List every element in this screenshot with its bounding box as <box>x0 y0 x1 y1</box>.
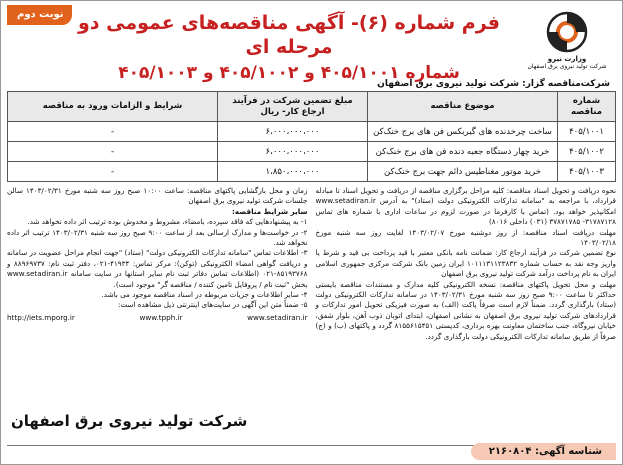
tender-number: ۴۰۵/۱۰۰۳ <box>558 162 616 182</box>
tender-number: ۴۰۵/۱۰۰۱ <box>558 122 616 142</box>
table-row <box>8 122 616 142</box>
tender-conditions: - <box>8 162 218 182</box>
websites-line <box>7 313 308 323</box>
tender-subject: خرید موتور مغناطیس دائم جهت برج خنک‌کن <box>368 162 558 182</box>
condition-item: ۱- به پیشنهادهایی که فاقد سپرده، بامضاء، مشروط و مخدوش بوده ترتیب اثر داده نخواهد شد. <box>27 217 308 227</box>
website-link[interactable]: http://iets.mporg.ir <box>7 312 75 322</box>
tender-amount: ۱،۸۵۰،۰۰۰،۰۰۰ <box>218 162 368 182</box>
table-row <box>8 162 616 182</box>
notice-numbers: شماره ۴۰۵/۱۰۰۱ و ۴۰۵/۱۰۰۲ و ۴۰۵/۱۰۰۳ <box>118 63 460 83</box>
tender-number: ۴۰۵/۱۰۰۲ <box>558 142 616 162</box>
opening-time-paragraph: زمان و محل بازگشایی پاکتهای مناقصه: ساعت ۱۰:۰۰ صبح روز سه شنبه مورخ ۱۴۰۳/۰۲/۳۱ سالن جلسات شرکت تولید نیروی برق اصفهان <box>7 186 308 206</box>
submission-paragraph: مهلت و محل تحویل پاکتهای مناقصه: نسخه الکترونیکی کلیه مدارک و مستندات مناقصه بایستی حداکثر تا ساعت ۹:۰۰ صبح روز سه شنبه مورخ ۱۴۰۳/۰۲/۳۱ در سامانه تدارکات الکترونیکی دولت (ستاد) بارگذاری گردد. ضمناً لازم است صرفاً پاکت (الف) به صورت فیزیکی تحویل امور تدارکات و قراردادهای شرکت تولید نیروی برق اصفهان به نشانی اصفهان، ابتدای اتوبان ذوب آهن، بلوار شفق، خیابان نیروگاه، جنب ساختمان معاونت بهره برداری، کدپستی ۸۱۵۵۶۱۵۴۵۱ گردد و پاکتهای (ب) و (ج) صرفاً از طریق سامانه تدارکات الکترونیکی دولت بارگذاری گردد. <box>315 279 616 341</box>
tender-conditions: - <box>8 122 218 142</box>
document-deadline-paragraph: مهلت دریافت اسناد مناقصه: از روز دوشنبه مورخ ۱۴۰۳/۰۲/۰۷ لغایت روز سه شنبه مورخ ۱۴۰۳/۰۲/۱۸ <box>315 227 616 248</box>
power-logo-icon <box>546 11 588 53</box>
header-subject: موضوع مناقصه <box>368 92 558 122</box>
company-label: شرکت تولید نیروی برق اصفهان <box>527 63 607 70</box>
condition-item: ۴- سایر اطلاعات و جزیات مربوطه در اسناد مناقصه موجود می باشد. <box>101 290 308 300</box>
notice-title: فرم شماره (۶)- آگهی مناقصه‌های عمومی دو مرحله ای <box>77 12 500 58</box>
tender-subject: خرید چهار دستگاه جعبه دنده فن های برج خنک‌کن <box>368 142 558 162</box>
notice-header <box>7 5 616 91</box>
header-conditions: شرایط و الزامات ورود به مناقصه <box>8 92 218 122</box>
round-badge: نوبت دوم <box>7 5 72 25</box>
condition-item: ۳- اطلاعات تماس "سامانه تدارکات الکترونیکی دولت" (ستاد) "جهت انجام مراحل عضویت در سامانه و دریافت گواهی امضاء الکترونیکی (توکن): مرکز تماس: ۴۱۹۳۴-۰۲۱، دفتر ثبت نام: ۸۸۹۶۹۷۳۷ و ۸۵۱۹۳۷۶۸-۰۲۱ (اطلاعات تماس دفاتر ثبت نام سایر استانها در سایت سامانه www.setadiran.ir بخش "ثبت نام / پروفایل تامین کننده / مناقصه گر" موجود است). <box>7 248 308 289</box>
delivery-method-paragraph: نحوه دریافت و تحویل اسناد مناقصه: کلیه مراحل برگزاری مناقصه از دریافت و تحویل اسناد تا مبادله قرارداد، با مراجعه به "سامانه تدارکات الکترونیکی دولت (ستاد)" به آدرس www.setadiran.ir امکانپذیر خواهد بود. (تماس با کارفرما در صورت لزوم در ساعات اداری با شماره های تماس ۳۱۷۸۷۱۲۸- ۳۷۸۷۱۷۸۵ (۰۳۱) داخلی ۸۰۱۶) <box>315 186 616 227</box>
other-conditions-heading: سایر شرایط مناقصه: <box>232 206 308 216</box>
tender-conditions: - <box>8 142 218 162</box>
tender-amount: ۶،۰۰۰،۰۰۰،۰۰۰ <box>218 122 368 142</box>
right-column <box>316 186 617 342</box>
company-logo <box>522 11 612 70</box>
ministry-label: وزارت نیرو <box>547 55 587 63</box>
website-link[interactable]: www.setadiran.ir <box>247 312 308 322</box>
website-link[interactable]: www.tpph.ir <box>139 312 183 322</box>
title-block <box>62 11 516 85</box>
guarantee-type-paragraph: نوع تضمین شرکت در فرآیند ارجاع کار: ضمانت نامه بانکی معتبر با قید پرداخت بی قید و شرط یا واریز وجه نقد به حساب شماره ۱۰۱۱۱۳۱۱۲۳۸۳۲ ایران زمین بانک شرکت مرکزی جمهوری اسلامی ایران به نام پرداخت درآمد شرکت تولید نیروی برق اصفهان <box>315 248 616 279</box>
left-column <box>7 186 308 342</box>
condition-item: ۵- ضمناً متن این آگهی در سایت‌های اینترنتی ذیل مشاهده است: <box>117 300 308 310</box>
table-header-row <box>8 92 616 122</box>
tenders-table <box>7 91 616 182</box>
notice-id-badge: شناسه آگهی: ۲۱۶۰۸۰۴ <box>471 443 616 460</box>
footer-company-name: شرکت تولید نیروی برق اصفهان <box>11 412 248 430</box>
tender-amount: ۶،۰۰۰،۰۰۰،۰۰۰ <box>218 142 368 162</box>
header-number: شماره مناقصه <box>558 92 616 122</box>
header-amount: مبلغ تضمین شرکت در فرآیند ارجاع کار- ریال <box>218 92 368 122</box>
organizer-line: شرکت‌مناقصه گزار: شرکت تولید نیروی برق اصفهان <box>377 79 610 89</box>
table-row <box>8 142 616 162</box>
condition-item: ۲- در خواست‌ها و مدارک ارسالی بعد از ساعت ۹:۰۰ صبح روز سه شنبه ۱۴۰۳/۰۲/۳۱ ترتیب اثر داده نخواهد شد. <box>7 227 308 248</box>
tender-subject: ساخت چرخدنده های گیربکس فن های برج خنک‌کن <box>368 122 558 142</box>
notice-body <box>7 186 616 342</box>
